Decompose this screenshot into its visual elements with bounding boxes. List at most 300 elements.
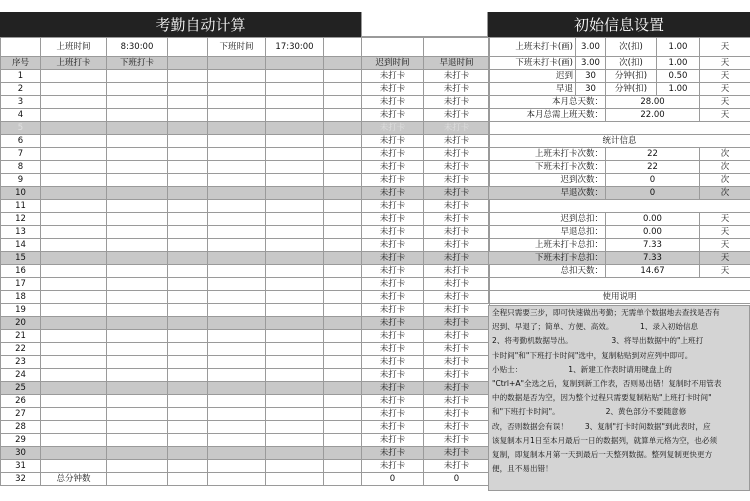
blank-cell [208, 252, 266, 265]
end-time-value[interactable]: 17:30:00 [266, 38, 324, 57]
attendance-row [1, 109, 490, 122]
blank-cell [324, 395, 362, 408]
setting-unit-value[interactable]: 1.00 [657, 83, 700, 96]
clock-in-cell[interactable] [41, 122, 107, 135]
usage-line: 2、将考勤机数据导出。 3、将导出数据中的"上班打 [492, 336, 704, 346]
usage-line: 迟到、早退了；简单、方便、高效。 1、录入初始信息 [492, 322, 699, 332]
blank-cell [168, 70, 208, 83]
usage-line: 复制，即复制本月第一天到最后一天整列数据。整列复制更快更方 [492, 450, 713, 460]
early-cell: 未打卡 [424, 200, 490, 213]
blank-cell [266, 187, 324, 200]
late-cell: 未打卡 [362, 122, 424, 135]
blank-cell [168, 291, 208, 304]
blank-cell [324, 356, 362, 369]
blank-cell [168, 317, 208, 330]
early-cell: 未打卡 [424, 96, 490, 109]
attendance-title-bar [40, 12, 361, 37]
stat-value: 0 [606, 174, 700, 187]
row-index: 30 [1, 447, 41, 460]
stat-value: 0 [606, 187, 700, 200]
clock-out-cell[interactable] [107, 213, 168, 226]
attendance-row [1, 83, 490, 96]
blank-cell [208, 408, 266, 421]
blank-cell [324, 447, 362, 460]
attendance-row [1, 96, 490, 109]
deduct-value: 7.33 [606, 239, 700, 252]
attendance-row [1, 317, 490, 330]
early-cell: 未打卡 [424, 239, 490, 252]
blank-cell [208, 213, 266, 226]
blank-cell [266, 174, 324, 187]
blank-cell [168, 330, 208, 343]
stat-label: 下班未打卡次数： [489, 161, 606, 174]
blank-cell [168, 278, 208, 291]
clock-in-cell[interactable] [41, 265, 107, 278]
stat-unit: 次 [700, 148, 750, 161]
late-cell: 未打卡 [362, 252, 424, 265]
clock-out-cell[interactable] [107, 382, 168, 395]
early-cell: 未打卡 [424, 291, 490, 304]
usage-line: 全程只需要三步，即可快速做出考勤；无需单个数据地去查找是否有 [492, 308, 720, 317]
footer-label: 总分钟数 [41, 473, 107, 486]
attendance-row [1, 122, 490, 135]
setting-row [489, 57, 750, 70]
clock-out-cell[interactable] [107, 239, 168, 252]
attendance-row [1, 187, 490, 200]
blank-cell [168, 83, 208, 96]
blank-cell [208, 122, 266, 135]
setting-label: 下班未打卡(画) [489, 57, 576, 70]
early-cell: 未打卡 [424, 83, 490, 96]
deduct-label: 总扣天数： [489, 265, 606, 278]
row-index: 24 [1, 369, 41, 382]
row-index: 12 [1, 213, 41, 226]
clock-in-cell[interactable] [41, 343, 107, 356]
late-cell: 未打卡 [362, 382, 424, 395]
setting-unit: 天 [700, 109, 750, 122]
clock-in-cell[interactable] [41, 447, 107, 460]
clock-in-cell[interactable] [41, 70, 107, 83]
clock-out-cell[interactable] [107, 330, 168, 343]
blank-cell [324, 291, 362, 304]
blank-cell [208, 239, 266, 252]
early-cell: 未打卡 [424, 70, 490, 83]
clock-in-cell[interactable] [41, 135, 107, 148]
col-header-late: 迟到时间 [362, 57, 424, 70]
setting-value[interactable]: 30 [576, 70, 606, 83]
blank-cell [168, 395, 208, 408]
attendance-row [1, 343, 490, 356]
clock-out-cell[interactable] [107, 252, 168, 265]
setting-unit: 天 [700, 70, 750, 83]
attendance-row [1, 239, 490, 252]
blank-cell [168, 382, 208, 395]
blank-cell [168, 447, 208, 460]
clock-in-cell[interactable] [41, 408, 107, 421]
blank-cell [266, 148, 324, 161]
blank-cell [208, 317, 266, 330]
row-index: 5 [1, 122, 41, 135]
clock-in-cell[interactable] [41, 278, 107, 291]
spacer-row [489, 278, 750, 291]
blank-cell [266, 395, 324, 408]
blank-cell [266, 317, 324, 330]
clock-in-cell[interactable] [41, 434, 107, 447]
blank-cell [266, 213, 324, 226]
spacer-row [489, 200, 750, 213]
blank-cell [208, 200, 266, 213]
stat-label: 早退次数： [489, 187, 606, 200]
clock-in-cell[interactable] [41, 200, 107, 213]
attendance-row [1, 161, 490, 174]
footer-late-total: 0 [362, 473, 424, 486]
late-cell: 未打卡 [362, 356, 424, 369]
clock-out-cell[interactable] [107, 96, 168, 109]
early-cell: 未打卡 [424, 369, 490, 382]
setting-row [489, 70, 750, 83]
blank-cell [168, 252, 208, 265]
col-header-early: 早退时间 [424, 57, 490, 70]
deduct-row [489, 226, 750, 239]
blank-cell [324, 304, 362, 317]
stat-row [489, 148, 750, 161]
clock-in-cell[interactable] [41, 239, 107, 252]
blank-cell [208, 369, 266, 382]
blank-cell [266, 83, 324, 96]
setting-label: 早退 [489, 83, 576, 96]
clock-out-cell[interactable] [107, 226, 168, 239]
clock-in-cell[interactable] [41, 96, 107, 109]
row-index: 3 [1, 96, 41, 109]
blank-cell [208, 135, 266, 148]
blank-cell [266, 265, 324, 278]
blank-cell [324, 369, 362, 382]
clock-out-cell[interactable] [107, 434, 168, 447]
clock-in-cell[interactable] [41, 187, 107, 200]
blank-cell [266, 382, 324, 395]
clock-out-cell[interactable] [107, 265, 168, 278]
late-cell: 未打卡 [362, 70, 424, 83]
blank-cell [168, 135, 208, 148]
stat-value: 22 [606, 161, 700, 174]
row-index: 15 [1, 252, 41, 265]
late-cell: 未打卡 [362, 434, 424, 447]
setting-row [489, 38, 750, 57]
setting-unit: 天 [700, 57, 750, 70]
late-cell: 未打卡 [362, 278, 424, 291]
stats-title: 统计信息 [489, 135, 750, 148]
early-cell: 未打卡 [424, 187, 490, 200]
blank-cell [324, 317, 362, 330]
attendance-row [1, 382, 490, 395]
blank-cell [208, 278, 266, 291]
clock-in-cell[interactable] [41, 109, 107, 122]
row-index: 31 [1, 460, 41, 473]
setting-unit-label: 分钟(扣) [606, 70, 657, 83]
setting-unit-value[interactable]: 1.00 [657, 57, 700, 70]
blank-cell [324, 83, 362, 96]
setting-label: 本月总天数： [489, 96, 606, 109]
clock-out-cell[interactable] [107, 343, 168, 356]
column-header-row [1, 57, 490, 70]
row-index: 14 [1, 239, 41, 252]
start-time-value[interactable]: 8:30:00 [107, 38, 168, 57]
clock-in-cell[interactable] [41, 395, 107, 408]
blank-cell [266, 161, 324, 174]
blank-cell [168, 148, 208, 161]
deduct-value: 0.00 [606, 213, 700, 226]
attendance-row [1, 148, 490, 161]
deduct-unit: 天 [700, 226, 750, 239]
blank-cell [324, 174, 362, 187]
blank-cell [266, 252, 324, 265]
clock-in-cell[interactable] [41, 252, 107, 265]
row-index: 21 [1, 330, 41, 343]
late-cell: 未打卡 [362, 395, 424, 408]
blank-cell [208, 265, 266, 278]
setting-label: 上班未打卡(画) [489, 38, 576, 57]
blank-cell [168, 174, 208, 187]
blank-cell [208, 343, 266, 356]
clock-out-cell[interactable] [107, 161, 168, 174]
stats-title-row [489, 135, 750, 148]
early-cell: 未打卡 [424, 213, 490, 226]
early-cell: 未打卡 [424, 252, 490, 265]
early-cell: 未打卡 [424, 135, 490, 148]
clock-in-cell[interactable] [41, 460, 107, 473]
attendance-row [1, 369, 490, 382]
start-time-label: 上班时间 [41, 38, 107, 57]
row-index: 32 [1, 473, 41, 486]
early-cell: 未打卡 [424, 460, 490, 473]
blank-cell [168, 122, 208, 135]
blank-cell [208, 161, 266, 174]
row-index: 8 [1, 161, 41, 174]
setting-value[interactable]: 30 [576, 83, 606, 96]
row-index: 26 [1, 395, 41, 408]
setting-row [489, 109, 750, 122]
blank-cell [324, 330, 362, 343]
late-cell: 未打卡 [362, 291, 424, 304]
blank-cell [168, 109, 208, 122]
col-header-clock-in: 上班打卡 [41, 57, 107, 70]
blank-cell [266, 226, 324, 239]
blank-cell [324, 408, 362, 421]
clock-out-cell[interactable] [107, 187, 168, 200]
attendance-row [1, 421, 490, 434]
blank-cell [168, 226, 208, 239]
late-cell: 未打卡 [362, 421, 424, 434]
late-cell: 未打卡 [362, 343, 424, 356]
clock-out-cell[interactable] [107, 135, 168, 148]
clock-in-cell[interactable] [41, 317, 107, 330]
clock-in-cell[interactable] [41, 83, 107, 96]
deduct-row [489, 213, 750, 226]
clock-out-cell[interactable] [107, 70, 168, 83]
setting-unit-value[interactable]: 1.00 [657, 38, 700, 57]
stat-label: 上班未打卡次数： [489, 148, 606, 161]
early-cell: 未打卡 [424, 122, 490, 135]
row-index: 22 [1, 343, 41, 356]
blank-cell [266, 408, 324, 421]
row-index: 9 [1, 174, 41, 187]
clock-in-cell[interactable] [41, 148, 107, 161]
setting-unit-value[interactable]: 0.50 [657, 70, 700, 83]
blank-cell [324, 434, 362, 447]
clock-out-cell[interactable] [107, 460, 168, 473]
blank-cell [324, 226, 362, 239]
clock-out-cell[interactable] [107, 421, 168, 434]
footer-row [1, 473, 490, 486]
row-index: 4 [1, 109, 41, 122]
attendance-row [1, 174, 490, 187]
attendance-row [1, 447, 490, 460]
clock-in-cell[interactable] [41, 421, 107, 434]
blank-cell [324, 460, 362, 473]
clock-out-cell[interactable] [107, 447, 168, 460]
blank-cell [324, 213, 362, 226]
deduct-label: 迟到总扣： [489, 213, 606, 226]
early-cell: 未打卡 [424, 161, 490, 174]
clock-out-cell[interactable] [107, 395, 168, 408]
clock-out-cell[interactable] [107, 408, 168, 421]
clock-out-cell[interactable] [107, 356, 168, 369]
row-index: 23 [1, 356, 41, 369]
clock-in-cell[interactable] [41, 330, 107, 343]
clock-in-cell[interactable] [41, 291, 107, 304]
attendance-row [1, 200, 490, 213]
setting-value[interactable]: 3.00 [576, 38, 606, 57]
late-cell: 未打卡 [362, 304, 424, 317]
setting-unit-label: 次(扣) [606, 57, 657, 70]
blank-cell [168, 213, 208, 226]
deduct-label: 下班未打卡总扣： [489, 252, 606, 265]
stat-unit: 次 [700, 187, 750, 200]
blank-cell [324, 421, 362, 434]
clock-out-cell[interactable] [107, 174, 168, 187]
blank-cell [266, 421, 324, 434]
late-cell: 未打卡 [362, 408, 424, 421]
late-cell: 未打卡 [362, 135, 424, 148]
setting-value[interactable]: 3.00 [576, 57, 606, 70]
usage-line: 便，且不易出错！ [492, 464, 553, 474]
attendance-row [1, 226, 490, 239]
setting-unit: 天 [700, 38, 750, 57]
late-cell: 未打卡 [362, 330, 424, 343]
clock-out-cell[interactable] [107, 369, 168, 382]
row-index: 28 [1, 421, 41, 434]
setting-unit-label: 次(扣) [606, 38, 657, 57]
stat-unit: 次 [700, 174, 750, 187]
clock-in-cell[interactable] [41, 356, 107, 369]
blank-cell [266, 291, 324, 304]
row-index: 7 [1, 148, 41, 161]
late-cell: 未打卡 [362, 239, 424, 252]
attendance-row [1, 135, 490, 148]
row-index: 11 [1, 200, 41, 213]
attendance-row [1, 330, 490, 343]
row-index: 27 [1, 408, 41, 421]
early-cell: 未打卡 [424, 330, 490, 343]
late-cell: 未打卡 [362, 200, 424, 213]
clock-in-cell[interactable] [41, 174, 107, 187]
blank-cell [208, 70, 266, 83]
late-cell: 未打卡 [362, 161, 424, 174]
attendance-title: 考勤自动计算 [155, 16, 246, 34]
blank-cell [168, 187, 208, 200]
blank-cell [324, 70, 362, 83]
blank-cell [266, 434, 324, 447]
clock-in-cell[interactable] [41, 369, 107, 382]
clock-out-cell[interactable] [107, 148, 168, 161]
deduct-label: 上班未打卡总扣： [489, 239, 606, 252]
blank-cell [208, 109, 266, 122]
blank-cell [168, 265, 208, 278]
usage-title-row [489, 291, 750, 304]
blank-cell [168, 421, 208, 434]
early-cell: 未打卡 [424, 434, 490, 447]
late-cell: 未打卡 [362, 96, 424, 109]
blank-cell [266, 330, 324, 343]
early-cell: 未打卡 [424, 395, 490, 408]
late-cell: 未打卡 [362, 213, 424, 226]
usage-title: 使用说明 [489, 291, 750, 304]
clock-out-cell[interactable] [107, 83, 168, 96]
clock-out-cell[interactable] [107, 317, 168, 330]
blank-cell [168, 369, 208, 382]
blank-cell [324, 135, 362, 148]
late-cell: 未打卡 [362, 369, 424, 382]
early-cell: 未打卡 [424, 278, 490, 291]
clock-in-cell[interactable] [41, 213, 107, 226]
early-cell: 未打卡 [424, 356, 490, 369]
attendance-row [1, 460, 490, 473]
usage-line: 小贴士： 1、新建工作表时请用键盘上的 [492, 364, 672, 374]
settings-table [488, 37, 750, 304]
clock-out-cell[interactable] [107, 200, 168, 213]
blank-cell [266, 122, 324, 135]
setting-unit: 天 [700, 96, 750, 109]
clock-out-cell[interactable] [107, 122, 168, 135]
blank-cell [324, 187, 362, 200]
clock-out-cell[interactable] [107, 291, 168, 304]
blank-cell [208, 148, 266, 161]
deduct-value: 7.33 [606, 252, 700, 265]
setting-value[interactable]: 22.00 [606, 109, 700, 122]
blank-cell [208, 434, 266, 447]
setting-unit: 天 [700, 83, 750, 96]
usage-line: 改，否则数据会有误！ 3、复制"打卡时间数据"到此表时，应 [492, 421, 711, 431]
clock-out-cell[interactable] [107, 278, 168, 291]
blank-cell [168, 239, 208, 252]
blank-cell [208, 395, 266, 408]
clock-out-cell[interactable] [107, 304, 168, 317]
blank-cell [168, 161, 208, 174]
setting-unit-label: 分钟(扣) [606, 83, 657, 96]
clock-in-cell[interactable] [41, 382, 107, 395]
attendance-row [1, 213, 490, 226]
header-blank-mid [361, 12, 488, 37]
clock-out-cell[interactable] [107, 109, 168, 122]
blank-cell [266, 447, 324, 460]
setting-value[interactable]: 28.00 [606, 96, 700, 109]
deduct-unit: 天 [700, 239, 750, 252]
clock-in-cell[interactable] [41, 226, 107, 239]
late-cell: 未打卡 [362, 265, 424, 278]
clock-in-cell[interactable] [41, 304, 107, 317]
clock-in-cell[interactable] [41, 161, 107, 174]
blank-cell [208, 382, 266, 395]
